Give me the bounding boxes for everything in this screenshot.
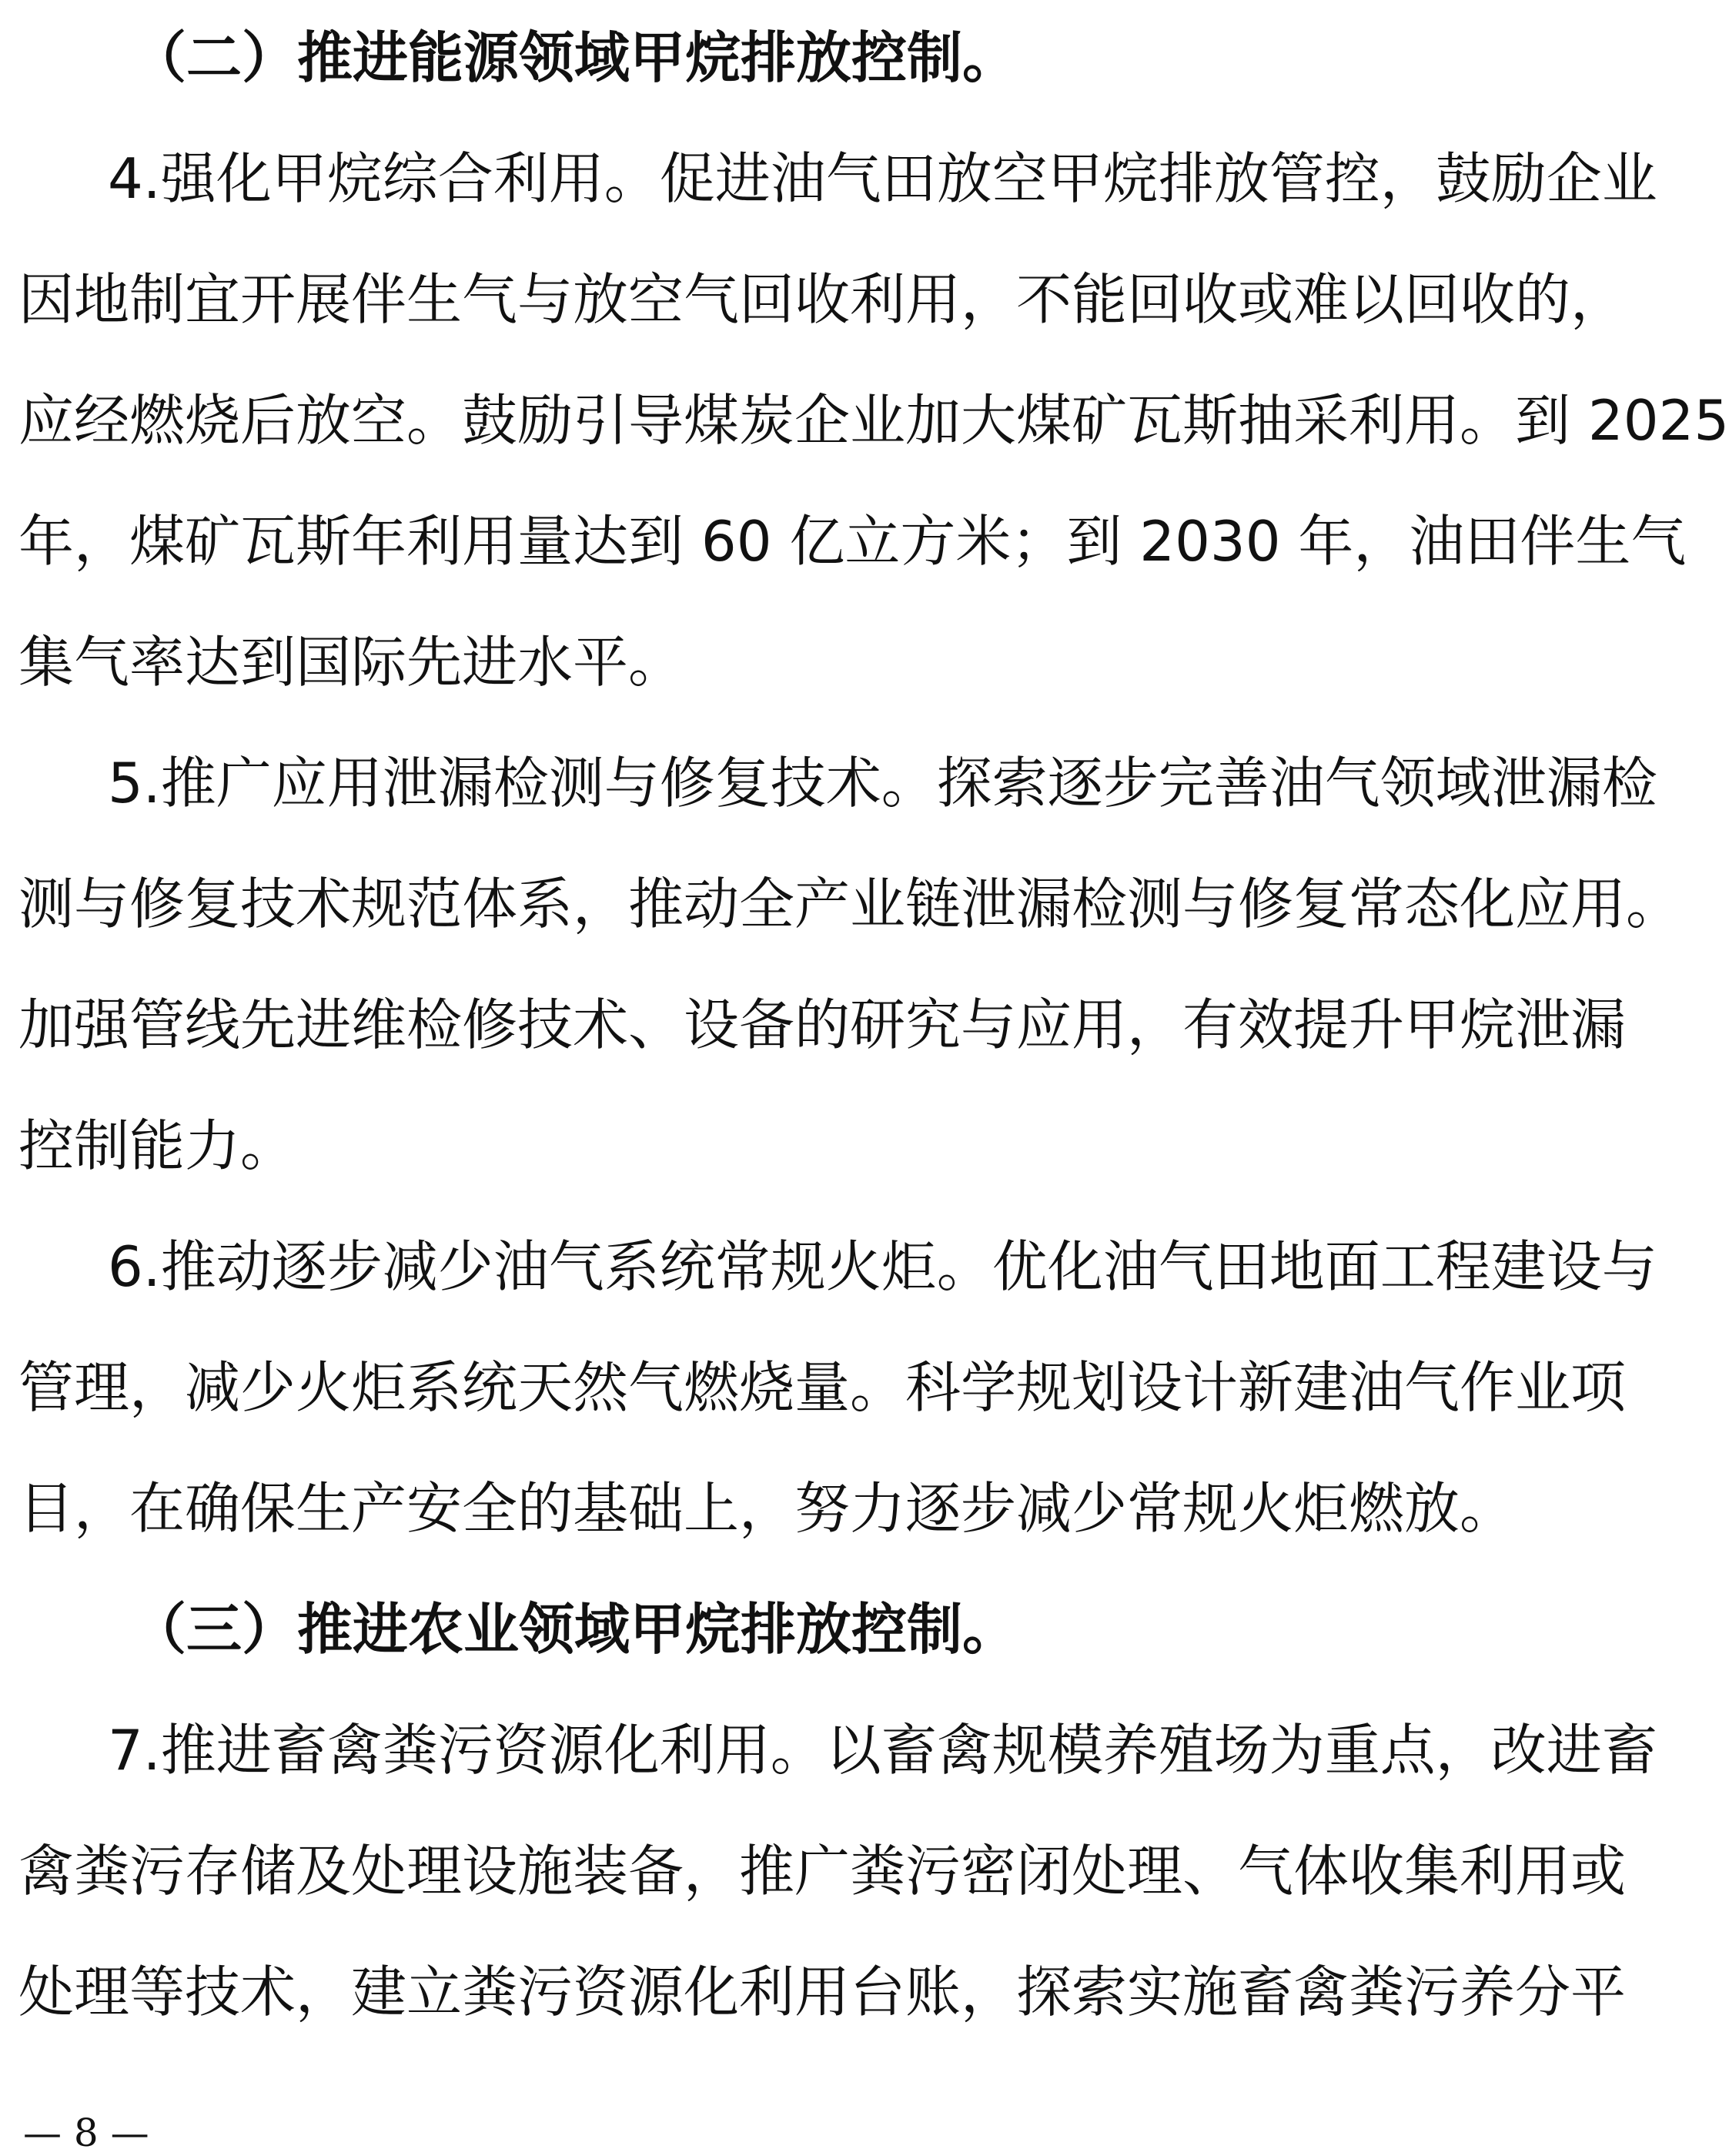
paragraph-7-line-1: 7.推进畜禽粪污资源化利用。以畜禽规模养殖场为重点，改进畜	[108, 1718, 1657, 1783]
paragraph-7-line-3: 处理等技术，建立粪污资源化利用台账，探索实施畜禽粪污养分平	[18, 1960, 1627, 2024]
paragraph-6-line-2: 管理，减少火炬系统天然气燃烧量。科学规划设计新建油气作业项	[18, 1355, 1627, 1420]
paragraph-6-line-3: 目，在确保生产安全的基础上，努力逐步减少常规火炬燃放。	[18, 1476, 1516, 1541]
paragraph-4-line-2: 因地制宜开展伴生气与放空气回收利用，不能回收或难以回收的，	[18, 267, 1627, 332]
paragraph-5-line-1: 5.推广应用泄漏检测与修复技术。探索逐步完善油气领域泄漏检	[108, 751, 1657, 815]
paragraph-4-line-1: 4.强化甲烷综合利用。促进油气田放空甲烷排放管控，鼓励企业	[108, 146, 1657, 211]
section-heading-2: （二）推进能源领域甲烷排放控制。	[131, 25, 1018, 90]
paragraph-4-line-5: 集气率达到国际先进水平。	[18, 630, 684, 695]
paragraph-4-line-4: 年，煤矿瓦斯年利用量达到 60 亿立方米；到 2030 年，油田伴生气	[18, 509, 1687, 574]
paragraph-5-line-2: 测与修复技术规范体系，推动全产业链泄漏检测与修复常态化应用。	[18, 872, 1682, 936]
paragraph-5-line-3: 加强管线先进维检修技术、设备的研究与应用，有效提升甲烷泄漏	[18, 993, 1627, 1057]
paragraph-5-line-4: 控制能力。	[18, 1113, 296, 1178]
paragraph-7-line-2: 禽粪污存储及处理设施装备，推广粪污密闭处理、气体收集利用或	[18, 1839, 1627, 1903]
page-number: — 8 —	[23, 2111, 149, 2155]
paragraph-6-line-1: 6.推动逐步减少油气系统常规火炬。优化油气田地面工程建设与	[108, 1234, 1657, 1299]
paragraph-4-line-3: 应经燃烧后放空。鼓励引导煤炭企业加大煤矿瓦斯抽采利用。到 2025	[18, 388, 1729, 453]
section-heading-3: （三）推进农业领域甲烷排放控制。	[131, 1597, 1018, 1662]
